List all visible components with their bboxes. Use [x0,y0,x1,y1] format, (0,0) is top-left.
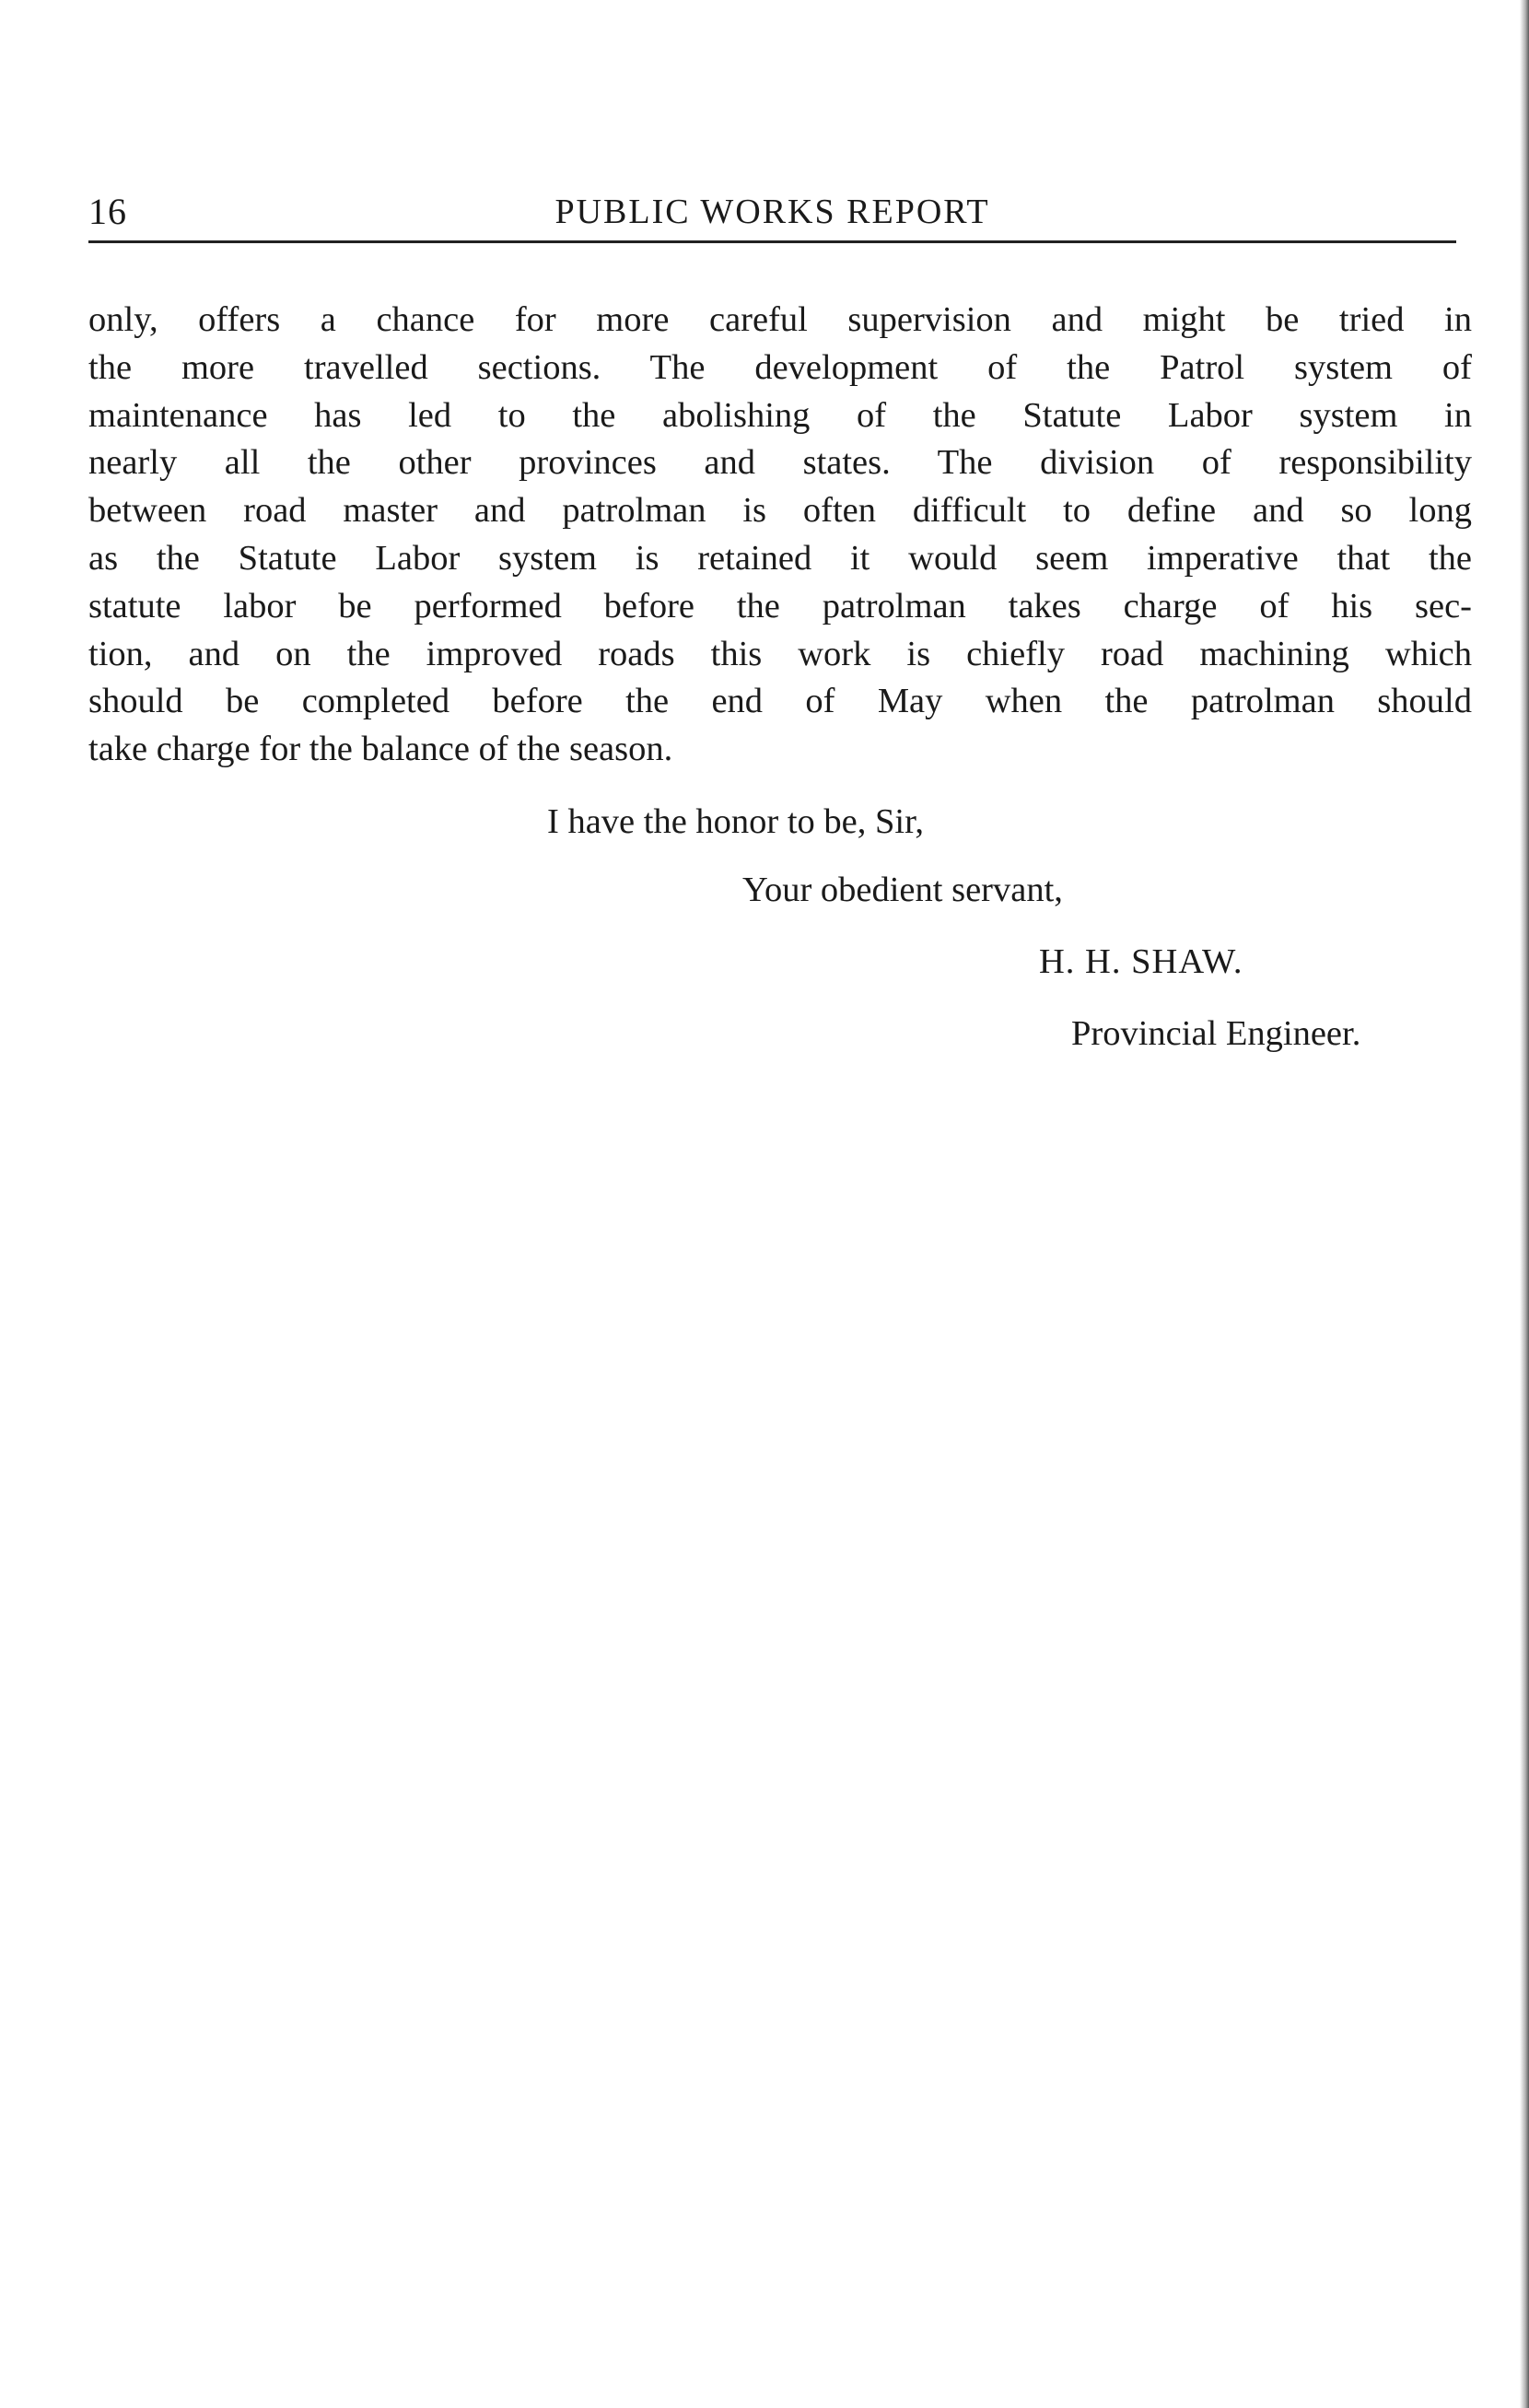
scan-edge-shadow [1520,0,1529,2408]
body-line: the more travelled sections. The development of the Patrol system of [88,347,1472,387]
body-line: take charge for the balance of the season. [88,730,673,769]
body-line: statute labor be performed before the patrolman takes charge of his sec- [88,586,1472,625]
body-paragraph [88,297,1472,774]
body-line: nearly all the other provinces and states. The division of responsibility [88,443,1472,483]
body-line: tion, and on the improved roads this work is chiefly road machining which [88,634,1472,673]
body-line: only, offers a chance for more careful supervision and might be tried in [88,300,1472,339]
closing-salutation: I have the honor to be, Sir, [547,802,925,841]
running-title: PUBLIC WORKS REPORT [554,193,990,231]
page-number: 16 [88,191,127,232]
body-line: as the Statute Labor system is retained it would seem imperative that the [88,538,1472,578]
body-line: between road master and patrolman is often difficult to define and so long [88,491,1472,531]
body-line: should be completed before the end of May when the patrolman should [88,682,1472,721]
signature-name: H. H. SHAW. [1039,942,1243,981]
signature-title: Provincial Engineer. [1071,1014,1361,1053]
page-header [88,184,1456,240]
header-rule [88,240,1456,243]
closing-valediction: Your obedient servant, [742,871,1063,909]
body-line: maintenance has led to the abolishing of the Statute Labor system in [88,395,1472,435]
